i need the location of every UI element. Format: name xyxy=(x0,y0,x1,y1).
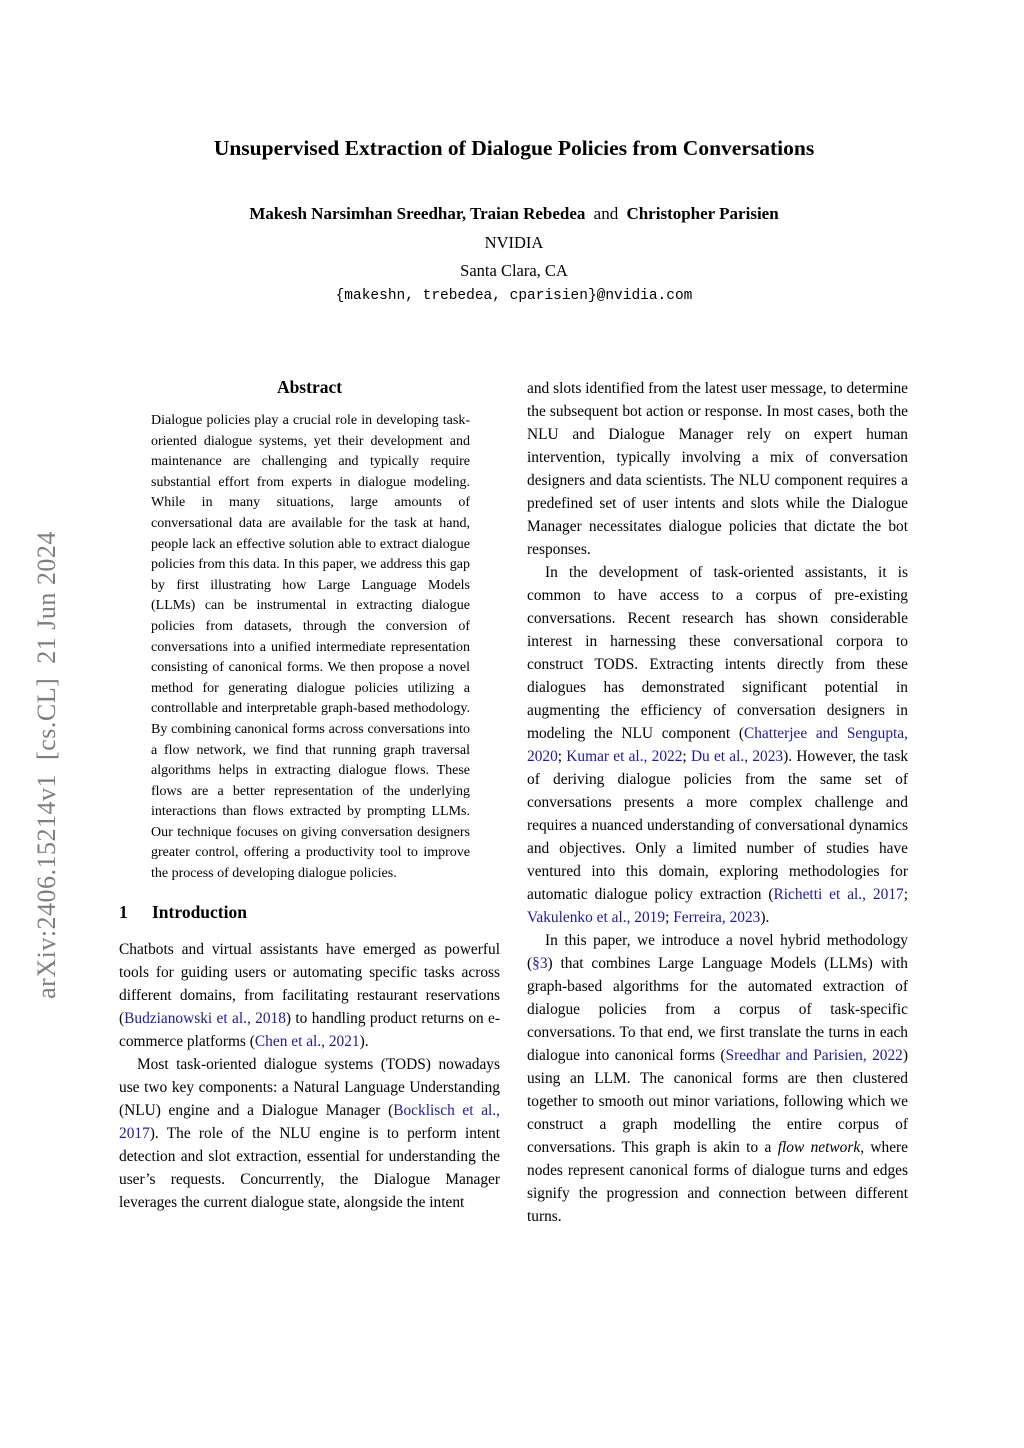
text-segment: Chatbots and virtual assistants have emerged as powerful tools for guiding users or automating specific tasks across different domains, from facilitating restaurant reservations ( xyxy=(119,940,500,1027)
text-segment: ). However, the task of deriving dialogue policies from the same set of conversations presents a more complex challenge and requires a nuanced understanding of conversational dynamics and objectives. Only a limited number of studies have ventured into this domain, exploring methodologies for automatic dialogue policy extraction ( xyxy=(527,748,909,903)
right-column-paragraph-3 xyxy=(527,929,908,1228)
citation-link[interactable]: Ferreira, 2023 xyxy=(673,909,761,926)
citation-link[interactable]: Budzianowski et al., 2018 xyxy=(124,1009,286,1027)
intro-paragraph-1 xyxy=(119,938,500,1053)
section-number: 1 xyxy=(119,901,128,922)
affiliation: NVIDIA xyxy=(484,232,544,252)
section-title: Introduction xyxy=(152,901,247,922)
text-segment: ; xyxy=(557,748,567,765)
text-segment: ). xyxy=(359,1032,369,1050)
text-segment: and xyxy=(589,203,623,223)
citation-link[interactable]: Kumar et al., 2022 xyxy=(566,748,683,765)
citation-link[interactable]: Du et al., 2023 xyxy=(690,748,784,765)
text-segment: ; xyxy=(903,886,908,903)
left-column xyxy=(119,377,500,1214)
text-segment: ). xyxy=(760,909,770,926)
text-segment: , where nodes represent canonical forms of dialogue turns and edges signify the progression and connection between different turns. xyxy=(527,1139,908,1225)
citation-link[interactable]: §3 xyxy=(532,955,548,972)
citation-link[interactable]: Chen et al., 2021 xyxy=(254,1032,360,1050)
affiliation-location: Santa Clara, CA xyxy=(460,260,568,280)
text-segment: ; xyxy=(665,909,674,926)
text-segment: Most task-oriented dialogue systems (TODS) nowadays use two key components: a Natural Language Understanding (NLU) engine and a Dialogue Manager ( xyxy=(119,1055,500,1119)
text-segment: Christopher Parisien xyxy=(626,203,779,223)
text-segment: ; xyxy=(682,748,691,765)
citation-link[interactable]: Richetti et al., 2017 xyxy=(773,886,904,903)
text-segment: flow network xyxy=(777,1139,861,1156)
right-column-paragraph-2 xyxy=(527,561,908,929)
author-emails: {makeshn, trebedea, cparisien}@nvidia.com xyxy=(335,287,693,304)
abstract-heading: Abstract xyxy=(276,377,343,397)
text-segment: Dialogue policies play a crucial role in developing task-oriented dialogue systems, yet their development and maintenance are challenging and typically require substantial effort from experts in dialogue modeling. While in many situations, large amounts of conversational data are available for the task at hand, people lack an effective solution able to extract dialogue policies from this data. In this paper, we address this gap by first illustrating how Large Language Models (LLMs) can be instrumental in extracting dialogue policies from datasets, through the conversion of conversations into a unified intermediate representation consisting of canonical forms. We then propose a novel method for generating dialogue policies utilizing a controllable and interpretable graph-based methodology. By combining canonical forms across conversations into a flow network, we find that running graph traversal algorithms helps in extracting dialogue flows. These flows are a better representation of the underlying interactions than flows extracted by prompting LLMs. Our technique focuses on giving conversation designers greater control, offering a productivity tool to improve the process of developing dialogue policies. xyxy=(151,413,470,882)
right-column xyxy=(527,377,908,1228)
text-segment: In the development of task-oriented assistants, it is common to have access to a corpus of pre-existing conversations. Recent research has shown considerable interest in harnessing these conversational corpora to construct TODS. Extracting intents directly from these dialogues has demonstrated significant potential in augmenting the efficiency of conversation designers in modeling the NLU component ( xyxy=(527,564,908,742)
author-line xyxy=(118,204,910,224)
intro-paragraph-2 xyxy=(119,1053,500,1214)
citation-link[interactable]: Sreedhar and Parisien, 2022 xyxy=(725,1047,903,1064)
paper-title: Unsupervised Extraction of Dialogue Policies from Conversations xyxy=(213,136,815,160)
text-segment: ) that combines Large Language Models (LLMs) with graph-based algorithms for the automated extraction of dialogue policies from a corpus of task-specific conversations. To that end, we first translate the turns in each dialogue into canonical forms ( xyxy=(527,955,908,1064)
text-segment: ) to handling product returns on e-commerce platforms ( xyxy=(119,1009,501,1050)
section-heading-introduction xyxy=(119,902,500,923)
abstract-paragraph xyxy=(119,411,500,885)
arxiv-identifier-banner: arXiv:2406.15214v1 [cs.CL] 21 Jun 2024 xyxy=(32,531,61,999)
text-segment: Makesh Narsimhan Sreedhar, Traian Rebedea xyxy=(249,203,586,223)
text-segment: ) using an LLM. The canonical forms are then clustered together to smooth out minor variations, following which we construct a graph modelling the entire corpus of conversations. This graph is akin to a xyxy=(527,1047,908,1156)
text-segment: and slots identified from the latest user message, to determine the subsequent bot action or response. In most cases, both the NLU and Dialogue Manager rely on expert human intervention, typically involving a mix of conversation designers and data scientists. The NLU component requires a predefined set of user intents and slots while the Dialogue Manager necessitates dialogue policies that dictate the bot responses. xyxy=(527,380,908,558)
citation-link[interactable]: Bocklisch et al., 2017 xyxy=(119,1101,500,1142)
right-column-paragraph-1 xyxy=(527,377,908,561)
citation-link[interactable]: Vakulenko et al., 2019 xyxy=(527,909,666,926)
text-segment: ). The role of the NLU engine is to perform intent detection and slot extraction, essential for understanding the user’s requests. Concurrently, the Dialogue Manager leverages the current dialogue state, alongside the intent xyxy=(119,1124,500,1211)
paper-header xyxy=(118,136,910,304)
two-column-body xyxy=(119,377,909,1228)
text-segment: In this paper, we introduce a novel hybrid methodology ( xyxy=(527,932,908,972)
citation-link[interactable]: Chatterjee and Sengupta, 2020 xyxy=(527,725,908,765)
